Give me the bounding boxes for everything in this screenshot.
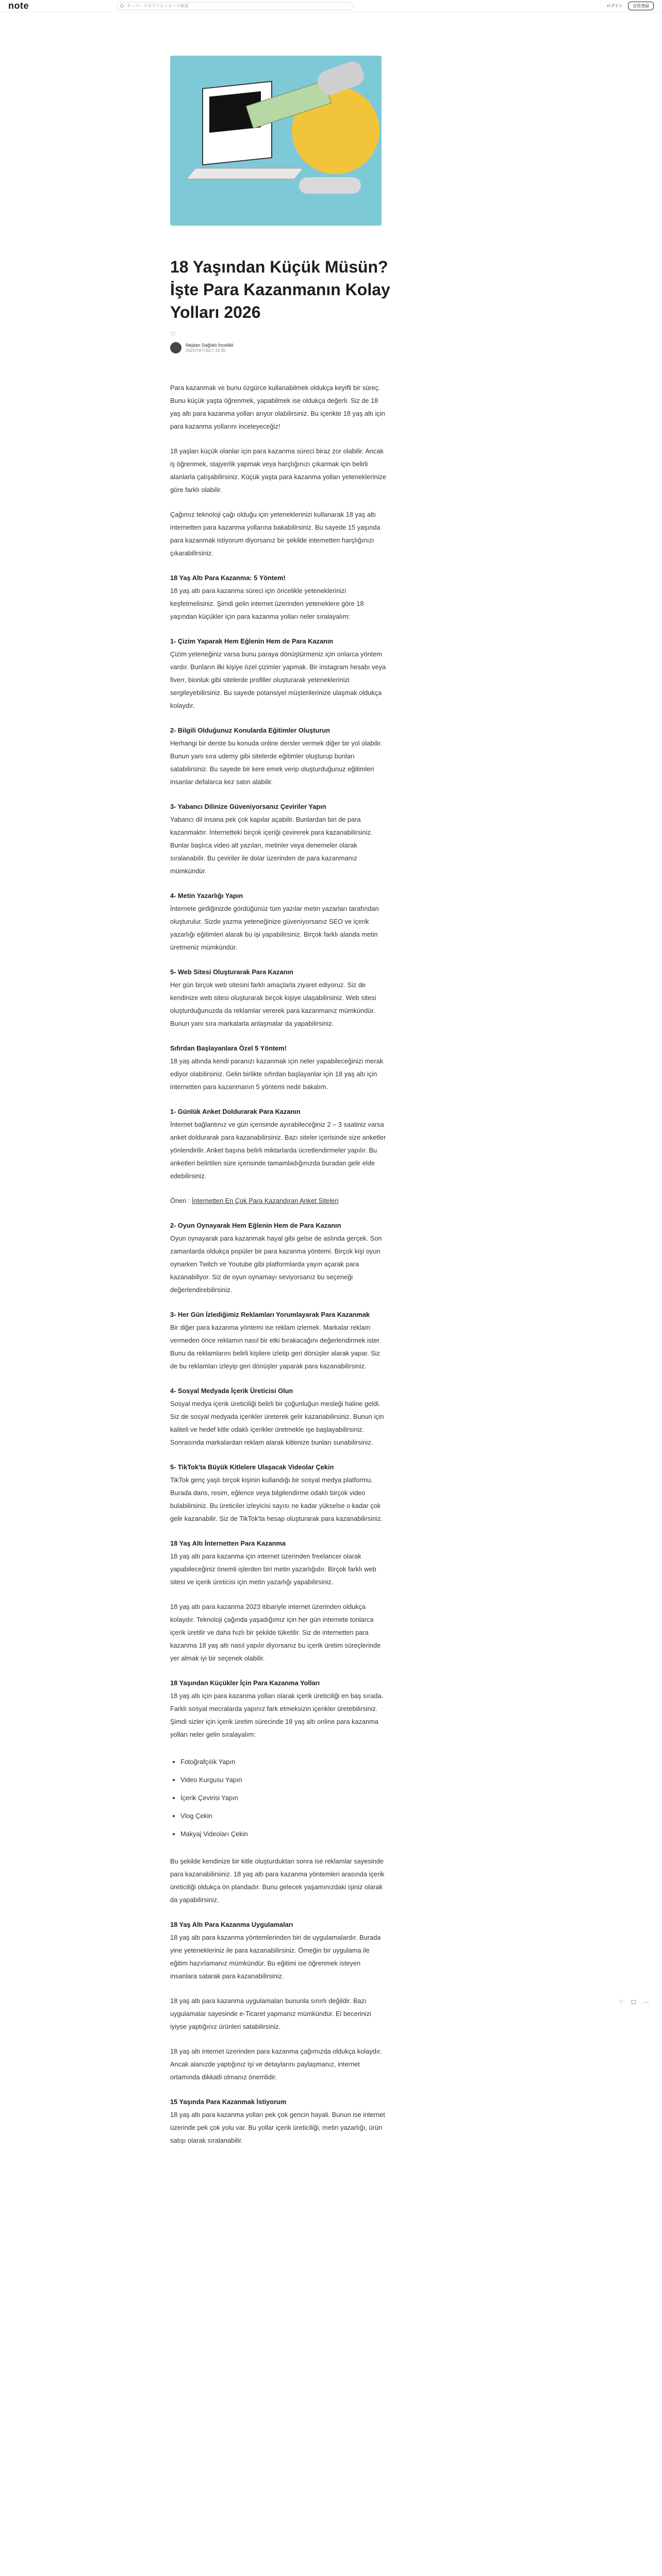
paragraph: Oyun oynayarak para kazanmak hayal gibi gelse de aslında gerçek. Son zamanlarda oldukça popüler bir para kazanma yöntemi. Birçok kişi oyun oynarken Twitch ve Youtube gibi platformlarda yayın açarak para kazanabiliyor. Siz de oyun oynamayı seviyorsanız bu seçeneği değerlendirebilirsiniz.	[170, 1234, 382, 1294]
hero-laptop-base	[186, 168, 304, 179]
list-item: • Fotoğrafçılık Yapın	[180, 1753, 387, 1771]
like-heart-icon[interactable]: ♡	[170, 331, 176, 338]
note-logo[interactable]: note	[8, 1, 29, 11]
hero-hand-bottom	[299, 177, 361, 194]
paragraph: 18 yaş altı para kazanma yöntemlerinden biri de uygulamalardır. Burada yine yetenekleriniz ile para kazanabilirsiniz. Örneğin bir uygulama ile eğitim hazırlamanız mümkündür. Bu eğitimi ise öğrenmek isteyen insanlara satarak para kazanabilirsiniz.	[170, 1934, 381, 1980]
section-heading: 18 Yaşından Küçükler İçin Para Kazanma Yolları	[170, 1679, 320, 1687]
section-heading: 18 Yaş Altı İnternetten Para Kazanma	[170, 1539, 286, 1547]
paragraph: Sosyal medya içerik üreticiliği belirli bir çoğunluğun mesleği haline geldi. Siz de sosyal medyada içerikler üreterek gelir kazanabilirsiniz. Bunun için kaliteli ve hedef kitle odaklı içerikler üretmekle işe başlayabilirsiniz. Sonrasında markalardan reklam alarak kitlenize bunları sunabilirsiniz.	[170, 1400, 384, 1446]
publish-date: 2025年8月30日 15:35	[186, 348, 226, 353]
auth-nav	[606, 2, 654, 10]
paragraph: 18 yaş altı için para kazanma yolları olarak içerik üreticiliği en baş sırada. Farklı sosyal mecralarda yapınız fark etmeksizin içerikler üretebilirsiniz. Şimdi sizler için içerik üretim sürecinde 18 yaş altı online para kazanma yolları neler gelin sıralayalım:	[170, 1692, 384, 1738]
avatar[interactable]	[170, 342, 181, 353]
recommendation	[170, 1194, 387, 1207]
paragraph: Bir diğer para kazanma yöntemi ise reklam izlemek. Markalar reklam vermeden önce reklamın nasıl bir etki bırakacağını değerlendirmek ister. Bunu da reklamlarını belirli kişilere izletip geri dönüşler alarak yapar. Siz de bu reklamları izleyip geri dönüşler yaparak para kazanabilirsiniz.	[170, 1324, 381, 1370]
paragraph: 18 yaş altı para kazanma uygulamaları bununla sınırlı değildir. Bazı uygulamalar sayesinde e-Ticaret yapmanız mümkündür. El becerinizi iyiyse yaptığınız ürünleri satabilirsiniz.	[170, 1997, 372, 2030]
recommendation-link[interactable]: İnternetten En Çok Para Kazandıran Anket Siteleri	[191, 1197, 339, 1205]
signup-button[interactable]: 会員登録	[628, 2, 654, 10]
section-heading: 18 Yaş Altı Para Kazanma: 5 Yöntem!	[170, 574, 286, 582]
list-item: • Vlog Çekin	[180, 1807, 387, 1825]
section-heading: Sıfırdan Başlayanlara Özel 5 Yöntem!	[170, 1044, 287, 1052]
subsection-heading: 5- Web Sitesi Oluşturarak Para Kazanın	[170, 968, 293, 976]
paragraph: 18 yaş altı para kazanma için internet üzerinden freelancer olarak yapabileceğiniz önemli işlerden biri metin yazarlığıdır. Birçok farklı web sitesi ve içerik üreticisi için metin yazarlığı yapabilirsiniz.	[170, 1552, 376, 1586]
like-icon[interactable]: ♡	[619, 1999, 624, 2006]
paragraph: 18 yaş altı para kazanma 2023 itibariyle internet üzerinden oldukça kolaydır. Teknoloji çağında yaşadığımız için her gün internete tonlarca içerik üretilir ve daha hızlı bir şekilde tüketilir. Siz de internetten para kazanma 18 yaş altı nasıl yapılır diyorsanız bu içerik üretim süreçlerinde yer almak iyi bir seçenek olabilir.	[170, 1603, 381, 1662]
hero-image	[170, 56, 382, 226]
subsection-heading: 4- Metin Yazarlığı Yapın	[170, 892, 243, 900]
author-block[interactable]	[170, 342, 490, 353]
list-item: • Video Kurgusu Yapın	[180, 1771, 387, 1789]
paragraph: 18 yaş altı internet üzerinden para kazanma çağımızda oldukça kolaydır. Ancak alanızde yaptığınız işi ve detaylarını paylaşmanız, internet ortamında dikkatli olmanız önemlidir.	[170, 2047, 382, 2081]
author-name[interactable]: Nejdan Sağlıklı İncelikli	[186, 342, 234, 348]
search-input[interactable]	[117, 2, 354, 10]
subsection-heading: 1- Çizim Yaparak Hem Eğlenin Hem de Para Kazanın	[170, 637, 334, 645]
paragraph: 18 yaşları küçük olanlar için para kazanma süreci biraz zor olabilir. Ancak iş öğrenmek, stajyerlik yapmak veya harçlığınızı çıkarmak için belirli alanlarla çalışabilirsiniz. Küçük yaşta para kazanma yolları yeteneklerinize göre farklı olabilir.	[170, 447, 386, 494]
share-sidebar	[619, 1999, 649, 2006]
subsection-heading: 5- TikTok'ta Büyük Kitlelere Ulaşacak Videolar Çekin	[170, 1463, 334, 1471]
top-navigation-bar	[0, 0, 662, 12]
subsection-heading: 2- Oyun Oynayarak Hem Eğlenin Hem de Para Kazanın	[170, 1222, 341, 1229]
paragraph: 18 yaş altında kendi paranızı kazanmak için neler yapabileceğinizi merak ediyor olabilirsiniz. Gelin birlikte sıfırdan başlayanlar için 18 yaş altı için internetten para kazanmanın 5 yöntemi nedir bakalım.	[170, 1057, 384, 1091]
paragraph: İnternet bağlantınız ve gün içerisinde ayırabileceğiniz 2 – 3 saatiniz varsa anket doldurarak para kazanabilirsiniz. Bazı siteler içerisinde size anketler yönlendirilir. Anket başına belirli miktarlarda ücretlendirmeler yapılır. Bu anketleri belirtilen süre içerisinde tamamladığınızda buradan gelir elde edebilirsiniz.	[170, 1121, 386, 1180]
article	[170, 56, 490, 2159]
paragraph: Herhangi bir derste bu konuda online dersler vermek diğer bir yol olabilir. Bunun yanı sıra udemy gibi sitelerde eğitimler oluşturup bunları satabilirsiniz. Bu sayede bir kere emek verip oluşturduğunuz eğitimleri insanlar defalarca kez satın alabilir.	[170, 739, 383, 786]
search-icon	[120, 4, 124, 8]
subsection-heading: 2- Bilgili Olduğunuz Konularda Eğitimler Oluşturun	[170, 726, 330, 734]
login-link[interactable]: ログイン	[606, 4, 623, 8]
paragraph: 18 yaş altı para kazanma yolları pek çok gencin hayali. Bunun ise internet üzerinde pek çok yolu var. Bu yollar içerik üreticiliği, metin yazarlığı, ürün satışı olarak sıralanabilir.	[170, 2111, 385, 2144]
subsection-heading: 1- Günlük Anket Doldurarak Para Kazanın	[170, 1108, 301, 1115]
paragraph: TikTok genç yaşlı birçok kişinin kullandığı bir sosyal medya platformu. Burada dans, resim, eğlence veya bilgilendirme odaklı birçok video bulabilirsiniz. Bu üreticiler izleyicisi sayısı ne kadar yükselse o kadar çok gelir kazanabilir. Siz de TikTok'ta hesap oluşturarak para kazanabilirsiniz.	[170, 1476, 383, 1522]
subsection-heading: 4- Sosyal Medyada İçerik Üreticisi Olun	[170, 1387, 293, 1395]
article-title: 18 Yaşından Küçük Müsün? İşte Para Kazanmanın Kolay Yolları 2026	[170, 258, 390, 321]
recommendation-label: Öneri :	[170, 1197, 192, 1205]
comment-icon[interactable]: ☐	[631, 1999, 636, 2006]
paragraph: Bu şekilde kendinize bir kitle oluşturduktan sonra ise reklamlar sayesinde para kazanabilirsiniz. 18 yaş altı para kazanma yöntemleri arasında içerik üreticiliği oldukça ön plandadır. Bunu gelecek yaşamınızdaki işiniz olarak da yapabilirsiniz.	[170, 1857, 385, 1904]
section-heading: 18 Yaş Altı Para Kazanma Uygulamaları	[170, 1921, 293, 1928]
paragraph: Yabancı dil insana pek çok kapılar açabilir. Bunlardan biri de para kazanmaktır. İnternetteki birçok içeriği çevirerek para kazanabilirsiniz. Bunlar başlıca video alt yazıları, metinler veya denemeler olarak sıralanabilir. Bu çeviriler ile dolar üzerinden de para kazanmanız mümkündür.	[170, 816, 373, 875]
list-item: • Makyaj Videoları Çekin	[180, 1825, 387, 1843]
paragraph: 18 yaş altı para kazanma süreci için öncelikle yeteneklerinizi keşfetmelisiniz. Şimdi gelin internet üzerinden yeteneklere göre 18 yaşından küçükler için para kazanma yolları neler sıralayalım:	[170, 587, 364, 620]
paragraph: Para kazanmak ve bunu özgürce kullanabilmek oldukça keyifli bir süreç. Bunu küçük yaşta öğrenmek, yapabilmek ise oldukça değerli. Siz de 18 yaş altı para kazanma yolları arıyor olabilirsiniz. Bu içerikte 18 yaş altı için para kazanma yollarını inceleyeceğiz!	[170, 384, 385, 430]
more-icon[interactable]: ⋯	[643, 1999, 649, 2006]
paragraph: Her gün birçok web sitesini farklı amaçlarla ziyaret ediyoruz. Siz de kendinize web sitesi oluşturarak birçok kişiye ulaşabilirsiniz. Web sitesi oluşturduğunuzda da reklamlar vererek para kazanmanız mümkündür. Bunun yanı sıra markalarla anlaşmalar da yapabilirsiniz.	[170, 981, 376, 1027]
paragraph: Çağımız teknoloji çağı olduğu için yeteneklerinizi kullanarak 18 yaş altı internetten para kazanma yollarına bakabilirsiniz. Bu sayede 15 yaşında para kazanmak istiyorum diyorsanız bir şekilde internetten harçlığınızı çıkarabilirsiniz.	[170, 511, 380, 557]
paragraph: Çizim yeteneğiniz varsa bunu paraya dönüştürmeniz için onlarca yöntem vardır. Bunların ilki kişiye özel çizimler yapmak. Bir instagram hesabı veya fiverr, bionluk gibi sitelerde profiller oluşturarak yeteneklerinizi sergileyebilirsiniz. Bu sayede potansiyel müşterilerinize ulaşmak oldukça kolaydır.	[170, 650, 386, 709]
paragraph: İnternete girdiğinizde gördüğünüz tüm yazılar metin yazarları tarafından oluşturulur. Sizde yazma yeteneğinize güveniyorsanız SEO ve içerik yazarlığı eğitimleri alarak bu işi yapabilirsiniz. Birçok farklı alanda metin üretmeniz mümkündür.	[170, 905, 379, 951]
subsection-heading: 3- Her Gün İzlediğimiz Reklamları Yorumlayarak Para Kazanmak	[170, 1311, 370, 1318]
subsection-heading: 3- Yabancı Dilinize Güveniyorsanız Çeviriler Yapın	[170, 803, 326, 810]
article-body	[170, 381, 387, 2147]
list-item: • İçerik Çevirisi Yapın	[180, 1789, 387, 1807]
search-placeholder: キーワードやクリエイターで検索	[127, 4, 189, 8]
bullet-list	[180, 1753, 387, 1843]
section-heading: 15 Yaşında Para Kazanmak İstiyorum	[170, 2098, 287, 2106]
